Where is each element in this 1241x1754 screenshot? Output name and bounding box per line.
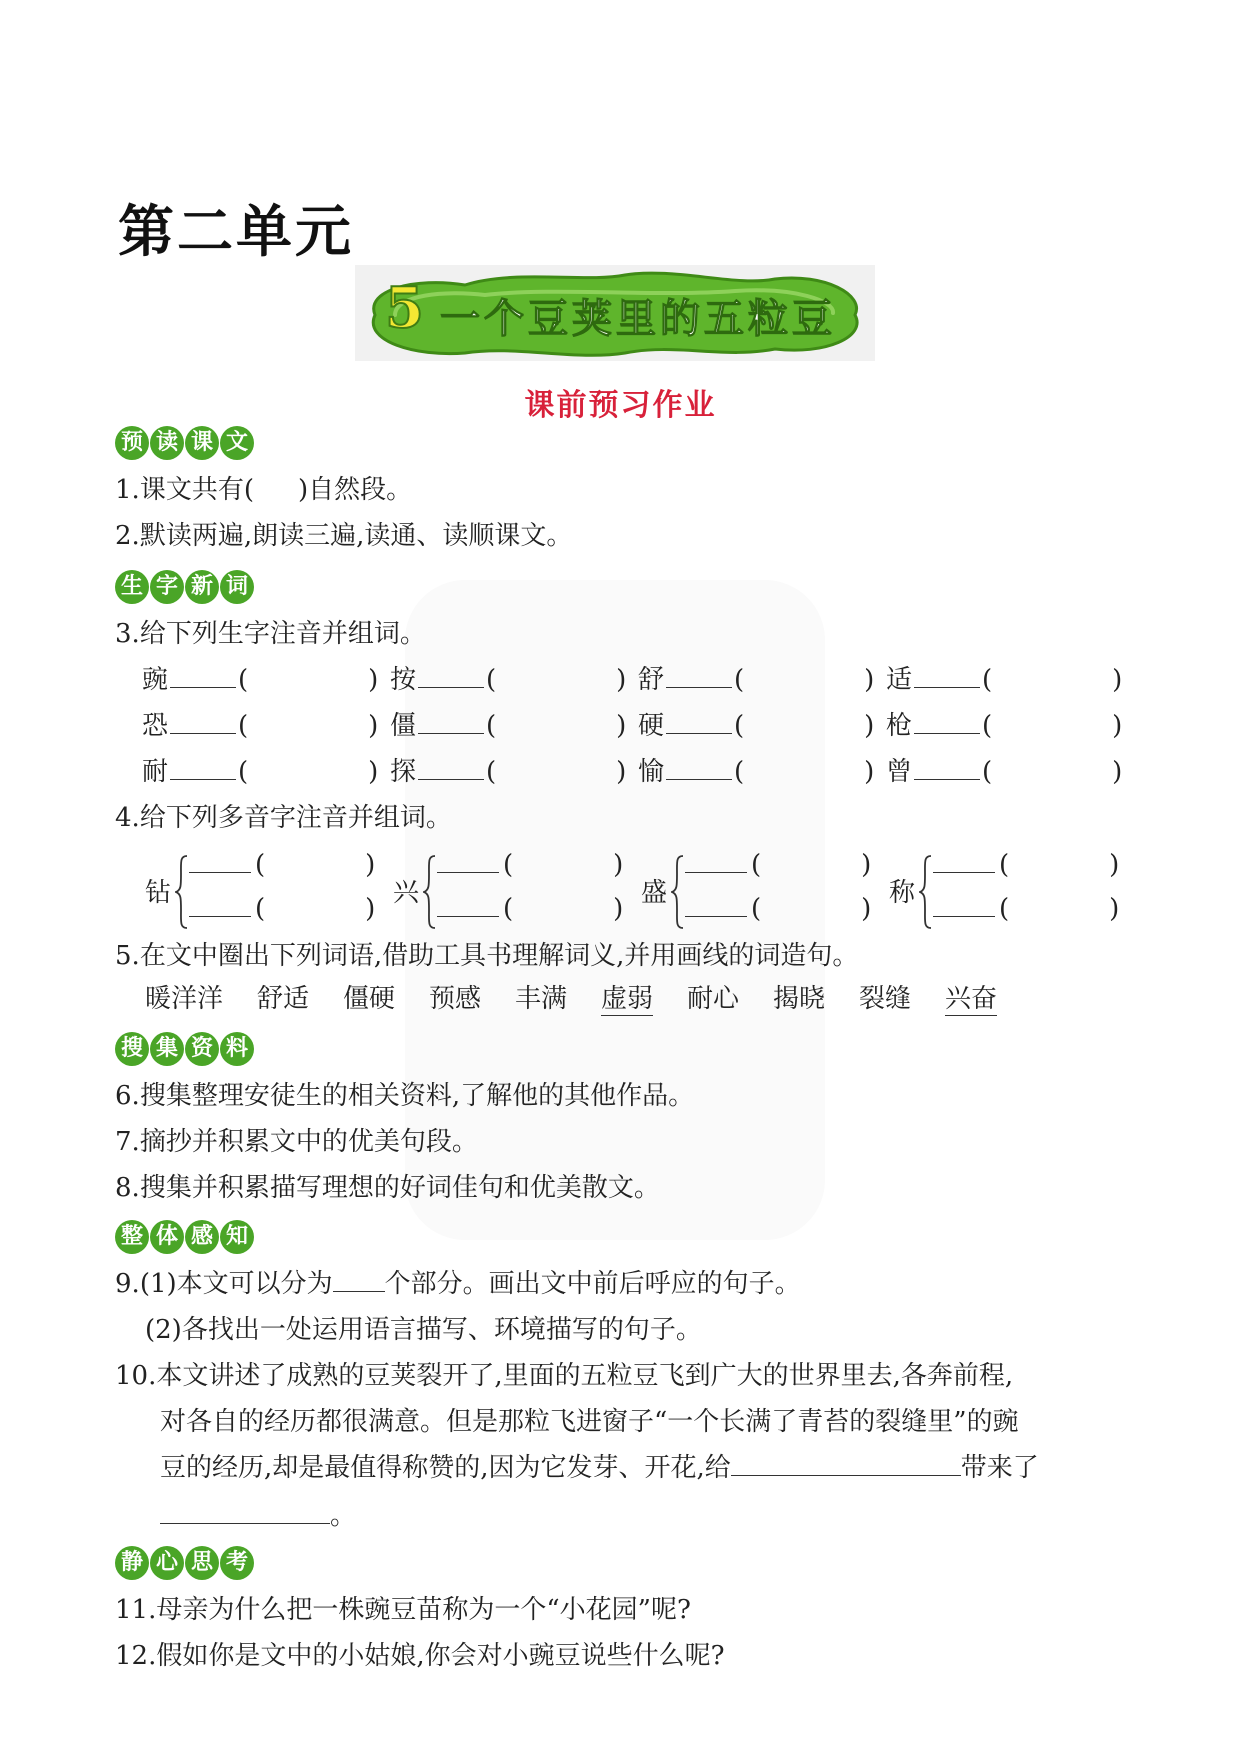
char-cell[interactable]: 曾 ( ) bbox=[886, 757, 1123, 787]
tag-char: 预 bbox=[115, 426, 149, 460]
polyphone-answer[interactable]: ( ) bbox=[437, 850, 623, 880]
char-cell[interactable]: 豌 ( ) bbox=[142, 665, 379, 695]
question-6 bbox=[115, 1080, 694, 1112]
question-1 bbox=[115, 474, 412, 506]
vocab-word: 耐心 bbox=[687, 984, 740, 1014]
polyphone-item bbox=[641, 850, 881, 930]
answer-blank[interactable] bbox=[160, 1501, 330, 1524]
question-number: 7. bbox=[115, 1127, 140, 1157]
question-9-part-2 bbox=[145, 1314, 702, 1346]
question-text: (2)各找出一处运用语言描写、环境描写的句子。 bbox=[145, 1315, 702, 1345]
question-text-after: )自然段。 bbox=[297, 475, 413, 505]
tag-char: 词 bbox=[220, 570, 254, 604]
lesson-number: 5 bbox=[385, 275, 424, 341]
char-cell[interactable]: 舒 ( ) bbox=[638, 665, 875, 695]
answer-blank[interactable] bbox=[731, 1453, 961, 1476]
question-2 bbox=[115, 520, 572, 552]
question-number: 3. bbox=[115, 619, 140, 649]
question-text: 在文中圈出下列词语,借助工具书理解词义,并用画线的词造句。 bbox=[139, 941, 859, 971]
question-number: 9. bbox=[115, 1269, 140, 1299]
question-number: 11. bbox=[115, 1595, 157, 1625]
polyphone-char: 称 bbox=[889, 878, 916, 908]
tag-char: 字 bbox=[150, 570, 184, 604]
polyphone-char: 钻 bbox=[145, 878, 172, 908]
char-cell[interactable]: 僵 ( ) bbox=[390, 711, 627, 741]
question-8 bbox=[115, 1172, 660, 1204]
char-cell[interactable]: 恐 ( ) bbox=[142, 711, 379, 741]
vocab-word: 舒适 bbox=[257, 984, 310, 1014]
question-12 bbox=[115, 1640, 725, 1672]
char-cell[interactable]: 探 ( ) bbox=[390, 757, 627, 787]
question-text: 本文讲述了成熟的豆荚裂开了,里面的五粒豆飞到广大的世界里去,各奔前程, bbox=[156, 1361, 1014, 1391]
brace-icon bbox=[919, 854, 933, 930]
question-number: 4. bbox=[115, 803, 140, 833]
tag-char: 资 bbox=[185, 1032, 219, 1066]
question-text: 搜集整理安徒生的相关资料,了解他的其他作品。 bbox=[139, 1081, 695, 1111]
brace-icon bbox=[671, 854, 685, 930]
vocab-word: 预感 bbox=[429, 984, 482, 1014]
question-10-line-2 bbox=[160, 1406, 1019, 1438]
brace-icon bbox=[175, 854, 189, 930]
polyphone-item bbox=[393, 850, 633, 930]
char-cell[interactable]: 适 ( ) bbox=[886, 665, 1123, 695]
tag-char: 体 bbox=[150, 1220, 184, 1254]
char-cell[interactable]: 枪 ( ) bbox=[886, 711, 1123, 741]
assignment-subtitle: 课前预习作业 bbox=[524, 388, 717, 423]
question-5 bbox=[115, 940, 858, 972]
question-4 bbox=[115, 802, 452, 834]
polyphone-char: 盛 bbox=[641, 878, 668, 908]
question-7 bbox=[115, 1126, 478, 1158]
vocab-word: 暖洋洋 bbox=[145, 984, 224, 1014]
tag-char: 新 bbox=[185, 570, 219, 604]
vocab-word-underlined: 兴奋 bbox=[945, 984, 998, 1014]
lesson-banner bbox=[355, 265, 875, 361]
question-text: 摘抄并积累文中的优美句段。 bbox=[139, 1127, 478, 1157]
vocab-word: 僵硬 bbox=[343, 984, 396, 1014]
polyphone-answer[interactable]: ( ) bbox=[933, 894, 1119, 924]
section-tag-overall-perception bbox=[115, 1220, 254, 1254]
question-10-line-4 bbox=[160, 1500, 356, 1532]
vocab-word: 丰满 bbox=[515, 984, 568, 1014]
tag-char: 感 bbox=[185, 1220, 219, 1254]
lesson-title: 一个豆荚里的五粒豆 bbox=[440, 296, 836, 342]
tag-char: 文 bbox=[220, 426, 254, 460]
polyphone-answer[interactable]: ( ) bbox=[437, 894, 623, 924]
tag-char: 生 bbox=[115, 570, 149, 604]
tag-char: 考 bbox=[220, 1546, 254, 1580]
question-text: 对各自的经历都很满意。但是那粒飞进窗子“一个长满了青苔的裂缝里”的豌 bbox=[160, 1407, 1019, 1437]
question-text: 搜集并积累描写理想的好词佳句和优美散文。 bbox=[139, 1173, 660, 1203]
char-cell[interactable]: 硬 ( ) bbox=[638, 711, 875, 741]
question-text-end: 。 bbox=[330, 1501, 357, 1531]
polyphone-answer[interactable]: ( ) bbox=[685, 894, 871, 924]
question-number: 1. bbox=[115, 475, 140, 505]
question-number: 2. bbox=[115, 521, 140, 551]
question-number: 5. bbox=[115, 941, 140, 971]
section-tag-new-words bbox=[115, 570, 254, 604]
tag-char: 集 bbox=[150, 1032, 184, 1066]
question-number: 10. bbox=[115, 1361, 157, 1391]
char-cell[interactable]: 耐 ( ) bbox=[142, 757, 379, 787]
unit-title: 第二单元 bbox=[118, 200, 354, 265]
question-11 bbox=[115, 1594, 691, 1626]
section-tag-collect-materials bbox=[115, 1032, 254, 1066]
question-text-after: 个部分。画出文中前后呼应的句子。 bbox=[384, 1269, 801, 1299]
tag-char: 思 bbox=[185, 1546, 219, 1580]
polyphone-char: 兴 bbox=[393, 878, 420, 908]
question-text-after: 带来了 bbox=[960, 1453, 1039, 1483]
question-text: 母亲为什么把一株豌豆苗称为一个“小花园”呢? bbox=[156, 1595, 691, 1625]
tag-char: 课 bbox=[185, 426, 219, 460]
question-number: 6. bbox=[115, 1081, 140, 1111]
question-10 bbox=[115, 1360, 1013, 1392]
question-text-before: 课文共有( bbox=[139, 475, 254, 505]
tag-char: 读 bbox=[150, 426, 184, 460]
question-number: 12. bbox=[115, 1641, 157, 1671]
polyphone-answer[interactable]: ( ) bbox=[933, 850, 1119, 880]
tag-char: 料 bbox=[220, 1032, 254, 1066]
polyphone-answer[interactable]: ( ) bbox=[189, 894, 375, 924]
question-text: 给下列多音字注音并组词。 bbox=[139, 803, 452, 833]
tag-char: 整 bbox=[115, 1220, 149, 1254]
question-text-before: 豆的经历,却是最值得称赞的,因为它发芽、开花,给 bbox=[160, 1453, 731, 1483]
brace-icon bbox=[423, 854, 437, 930]
char-cell[interactable]: 按 ( ) bbox=[390, 665, 627, 695]
vocab-word: 揭晓 bbox=[773, 984, 826, 1014]
polyphone-answer[interactable]: ( ) bbox=[189, 850, 375, 880]
tag-char: 搜 bbox=[115, 1032, 149, 1066]
polyphone-answer[interactable]: ( ) bbox=[685, 850, 871, 880]
question-text: 默读两遍,朗读三遍,读通、读顺课文。 bbox=[139, 521, 573, 551]
char-cell[interactable]: 愉 ( ) bbox=[638, 757, 875, 787]
vocab-word-underlined: 虚弱 bbox=[601, 984, 654, 1014]
polyphone-item bbox=[889, 850, 1129, 930]
section-tag-quiet-thinking bbox=[115, 1546, 254, 1580]
question-text: 假如你是文中的小姑娘,你会对小豌豆说些什么呢? bbox=[156, 1641, 725, 1671]
question-3 bbox=[115, 618, 426, 650]
tag-char: 静 bbox=[115, 1546, 149, 1580]
section-tag-preview-reading bbox=[115, 426, 254, 460]
vocab-word: 裂缝 bbox=[859, 984, 912, 1014]
polyphone-item bbox=[145, 850, 385, 930]
tag-char: 知 bbox=[220, 1220, 254, 1254]
question-text-before: (1)本文可以分为 bbox=[139, 1269, 333, 1299]
answer-blank[interactable] bbox=[333, 1269, 385, 1292]
question-10-line-3 bbox=[160, 1452, 1039, 1484]
question-9-part-1 bbox=[115, 1268, 801, 1300]
tag-char: 心 bbox=[150, 1546, 184, 1580]
question-text: 给下列生字注音并组词。 bbox=[139, 619, 426, 649]
question-number: 8. bbox=[115, 1173, 140, 1203]
